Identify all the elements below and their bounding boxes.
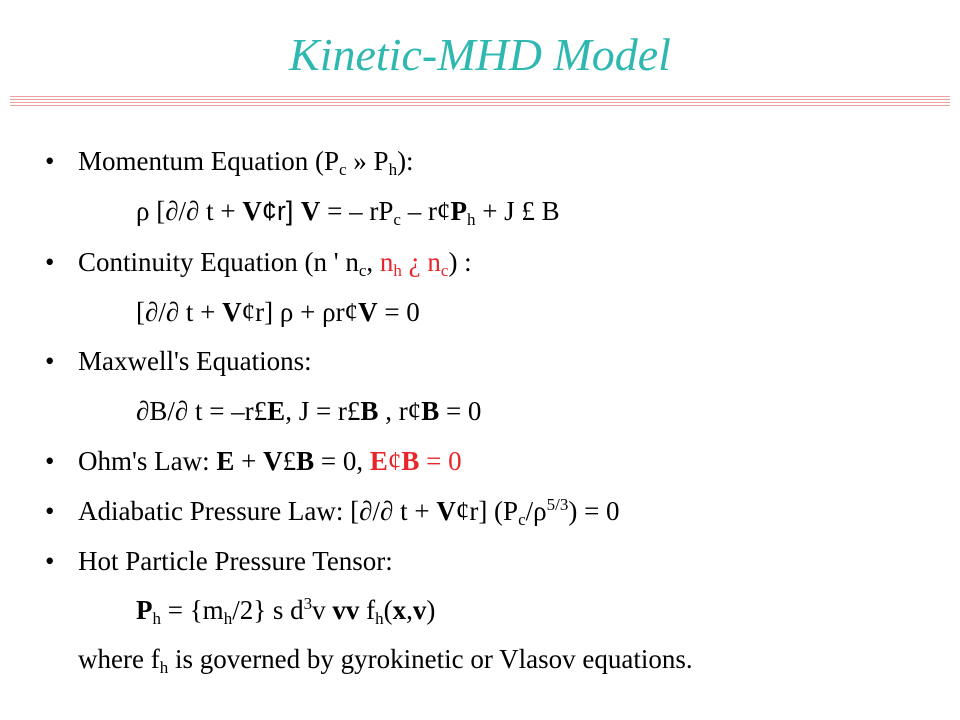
vector-symbol: vv <box>332 595 360 625</box>
subscript: h <box>159 658 169 677</box>
vector-symbol: B <box>421 396 440 426</box>
subscript: h <box>388 160 398 179</box>
text-run: = {m <box>161 595 224 625</box>
vector-symbol: V <box>358 297 378 327</box>
text-run: , r¢ <box>378 396 422 426</box>
vector-symbol: P <box>450 196 467 226</box>
vector-symbol: V <box>300 196 321 226</box>
maxwell-heading: Maxwell's Equations: <box>78 346 312 376</box>
text-run: ¢r] <box>261 196 301 226</box>
superscript: 3 <box>303 594 313 613</box>
hot-particle-heading: Hot Particle Pressure Tensor: <box>78 546 393 576</box>
text-run: ): <box>397 146 414 176</box>
subscript: c <box>393 210 401 229</box>
subscript: c <box>338 160 347 179</box>
red-text: n <box>379 247 394 277</box>
subscript: h <box>466 210 476 229</box>
text-run: £ <box>282 446 297 476</box>
subscript: h <box>375 609 384 628</box>
text-run: , <box>366 247 380 277</box>
bullet-dot-icon: • <box>45 446 55 476</box>
bullet-dot-icon: • <box>45 146 55 176</box>
momentum-heading <box>78 143 414 179</box>
superscript: 5/3 <box>546 495 569 514</box>
subscript: c <box>358 261 367 280</box>
title-rule-4 <box>10 105 950 106</box>
text-run: ) = 0 <box>568 496 620 526</box>
vector-symbol: B <box>360 396 379 426</box>
text-run: + J £ B <box>475 196 560 226</box>
text-run: ¢r] ρ + ρr¢ <box>241 297 359 327</box>
text-run: ) : <box>448 247 472 277</box>
subscript: h <box>152 609 161 628</box>
text-run: , J = r£ <box>285 396 361 426</box>
vector-symbol: x <box>392 595 407 625</box>
subscript: h <box>393 261 402 280</box>
red-vector: B <box>401 446 420 476</box>
red-text: ¿ n <box>401 247 441 277</box>
text-run: , <box>406 595 413 625</box>
text-run: – r¢ <box>400 196 451 226</box>
vector-symbol: v <box>412 595 427 625</box>
subscript: c <box>440 261 449 280</box>
text-run: ρ [∂/∂ t + <box>136 196 243 226</box>
vector-symbol: E <box>216 446 235 476</box>
title-rule-3 <box>10 102 950 103</box>
vector-symbol: V <box>436 496 456 526</box>
red-text: = 0 <box>419 446 462 476</box>
vector-symbol: V <box>263 446 283 476</box>
bullet-dot-icon: • <box>45 346 55 376</box>
text-run: = 0 <box>439 396 482 426</box>
vector-symbol: E <box>267 396 286 426</box>
subscript: h <box>223 609 233 628</box>
red-text: ¢ <box>387 446 402 476</box>
text-run: ) <box>426 595 436 625</box>
text-run: ¢r] (P <box>455 496 519 526</box>
text-run: = – rP <box>320 196 394 226</box>
text-run: Continuity Equation (n ' n <box>78 247 359 277</box>
title-rule-2 <box>10 99 950 100</box>
vector-symbol: B <box>296 446 315 476</box>
vector-symbol: P <box>136 595 153 625</box>
vector-symbol: V <box>242 196 262 226</box>
text-run: where f <box>78 644 160 674</box>
text-run: = 0 <box>377 297 420 327</box>
text-run: Adiabatic Pressure Law: [∂/∂ t + <box>78 496 437 526</box>
title-rule-1 <box>10 96 950 97</box>
text-run: Momentum Equation (P <box>78 146 339 176</box>
text-run: /2} s d <box>232 595 304 625</box>
text-run: Ohm's Law: <box>78 446 217 476</box>
text-run: ∂B/∂ t = –r£ <box>136 396 268 426</box>
text-run: f <box>359 595 376 625</box>
text-run: ( <box>383 595 393 625</box>
text-run: /ρ <box>525 496 547 526</box>
text-run: + <box>234 446 264 476</box>
bullet-dot-icon: • <box>45 496 55 526</box>
text-run: » P <box>346 146 389 176</box>
text-run: is governed by gyrokinetic or Vlasov equations. <box>168 644 693 674</box>
vector-symbol: V <box>222 297 242 327</box>
bullet-dot-icon: • <box>45 546 55 576</box>
bullet-dot-icon: • <box>45 247 55 277</box>
text-run: = 0, <box>314 446 370 476</box>
text-run: [∂/∂ t + <box>136 297 223 327</box>
slide-title: Kinetic-MHD Model <box>289 29 671 80</box>
subscript: c <box>518 510 526 529</box>
red-vector: E <box>369 446 388 476</box>
text-run: v <box>312 595 333 625</box>
